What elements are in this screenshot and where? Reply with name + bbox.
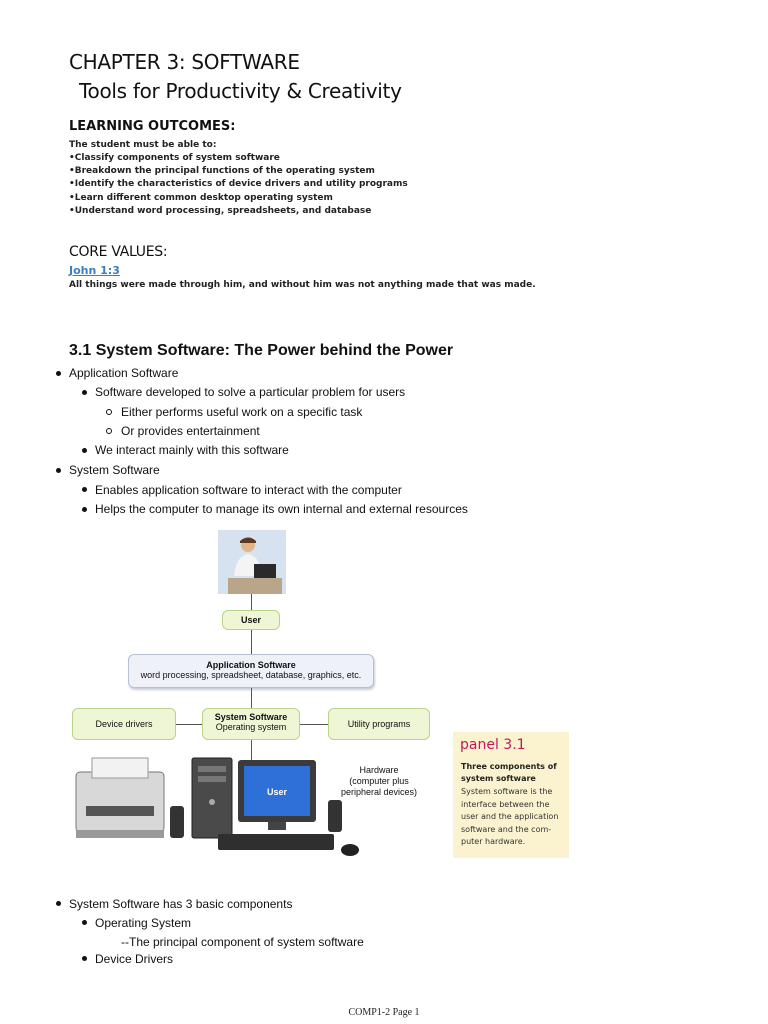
- panel-body-line: puter hardware.: [461, 837, 526, 846]
- circle-bullet-icon: [106, 409, 112, 415]
- person-at-laptop-icon: [218, 530, 286, 594]
- bullet-icon: [82, 487, 87, 492]
- list-item: Software developed to solve a particular problem for users: [95, 385, 406, 399]
- bullet-icon: [82, 507, 87, 512]
- panel-title: panel 3.1: [460, 737, 526, 753]
- device-drivers-box: Device drivers: [72, 708, 176, 740]
- list-item: We interact mainly with this software: [95, 443, 289, 457]
- system-software-title: System Software: [214, 712, 288, 722]
- list-item: Operating System: [95, 916, 192, 930]
- application-software-examples: word processing, spreadsheet, database, graphics, etc.: [140, 670, 362, 680]
- hardware-sub-line: (computer plus: [349, 776, 409, 786]
- bible-reference-link[interactable]: John 1:3: [69, 264, 120, 277]
- list-item: --The principal component of system software: [121, 935, 364, 949]
- system-software-sub: Operating system: [215, 722, 287, 732]
- chapter-title: CHAPTER 3: SOFTWARE: [69, 50, 300, 74]
- bullet-icon: [82, 448, 87, 453]
- list-item: Helps the computer to manage its own internal and external resources: [95, 502, 468, 516]
- panel-body-line: software and the com-: [461, 824, 552, 834]
- learning-outcome-item: •Understand word processing, spreadsheets, and database: [69, 206, 372, 216]
- panel-subtitle: [461, 761, 566, 785]
- application-software-box: [128, 654, 374, 688]
- core-values-title: CORE VALUES:: [69, 244, 168, 260]
- computer-tower-icon: [192, 758, 232, 838]
- hardware-illustration: [72, 752, 372, 860]
- mouse-icon: [341, 844, 359, 856]
- hardware-title: Hardware: [359, 765, 399, 775]
- bullet-icon: [82, 956, 87, 961]
- hardware-sub-line: peripheral devices): [340, 787, 418, 797]
- keyboard-icon: [218, 834, 334, 850]
- panel-subtitle-line: system software: [461, 774, 536, 783]
- hardware-label: [336, 765, 422, 798]
- list-item: Application Software: [69, 366, 179, 380]
- bullet-icon: [82, 920, 87, 925]
- bullet-icon: [56, 901, 61, 906]
- bullet-icon: [56, 468, 61, 473]
- chapter-subtitle: Tools for Productivity & Creativity: [79, 79, 402, 103]
- learning-outcome-item: •Breakdown the principal functions of the operating system: [69, 166, 375, 176]
- bullet-icon: [56, 371, 61, 376]
- system-software-box: [202, 708, 300, 740]
- speaker-icon: [170, 806, 184, 838]
- list-item: System Software: [69, 463, 160, 477]
- learning-outcome-item: •Classify components of system software: [69, 153, 280, 163]
- panel-body-line: System software is the: [461, 787, 553, 796]
- speaker-icon: [328, 800, 342, 832]
- section-title: 3.1 System Software: The Power behind the Power: [69, 342, 454, 359]
- list-item: Either performs useful work on a specific task: [121, 405, 363, 419]
- page-footer: COMP1-2 Page 1: [348, 1007, 420, 1018]
- panel-body: [461, 786, 569, 849]
- bible-verse: All things were made through him, and without him was not anything made that was made.: [69, 280, 536, 290]
- list-item: Or provides entertainment: [121, 424, 260, 438]
- printer-icon: [76, 758, 164, 838]
- learning-outcome-item: •Identify the characteristics of device drivers and utility programs: [69, 179, 408, 189]
- panel-body-line: user and the application: [461, 812, 559, 821]
- user-box: User: [222, 610, 280, 630]
- application-software-title: Application Software: [206, 660, 296, 670]
- utility-programs-box: Utility programs: [328, 708, 430, 740]
- learning-outcome-item: •Learn different common desktop operating system: [69, 193, 333, 203]
- circle-bullet-icon: [106, 428, 112, 434]
- bullet-icon: [82, 390, 87, 395]
- list-item: System Software has 3 basic components: [69, 897, 293, 911]
- learning-outcomes-title: LEARNING OUTCOMES:: [69, 119, 236, 134]
- list-item: Enables application software to interact with the computer: [95, 483, 402, 497]
- panel-subtitle-line: Three components of: [461, 762, 557, 771]
- user-photo: [218, 530, 286, 594]
- list-item: Device Drivers: [95, 952, 174, 966]
- learning-outcomes-intro: The student must be able to:: [69, 140, 217, 150]
- panel-body-line: interface between the: [461, 799, 550, 809]
- monitor-screen-label: User: [266, 787, 287, 797]
